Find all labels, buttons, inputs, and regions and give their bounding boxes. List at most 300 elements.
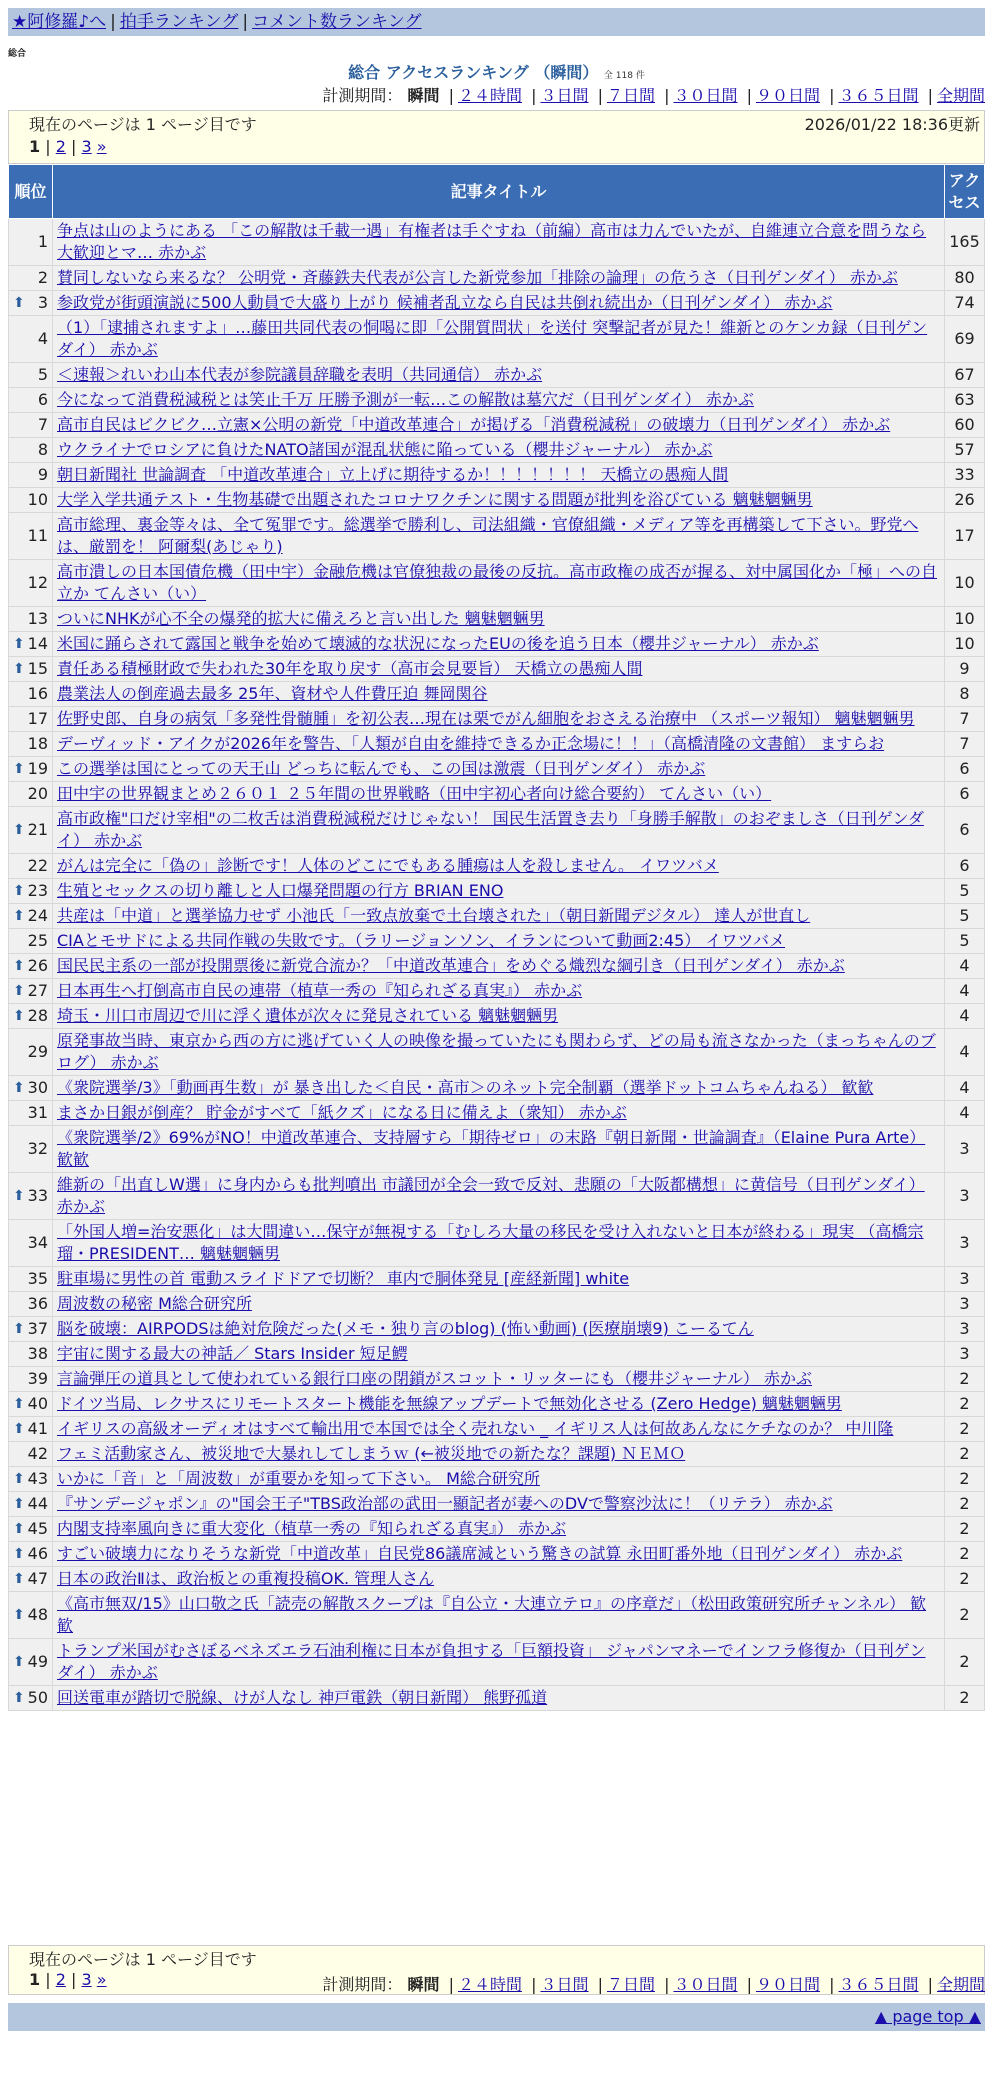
access-count: 10 (945, 607, 985, 632)
period-label: 計測期間： (322, 86, 403, 105)
access-count: 60 (945, 413, 985, 438)
access-count: 2 (945, 1542, 985, 1567)
title-cell (53, 632, 945, 657)
access-count: 2 (945, 1686, 985, 1711)
access-count: 7 (945, 707, 985, 732)
article-link[interactable]: 言論弾圧の道具として使われている銀行口座の閉鎖がスコット・リッターにも（櫻井ジャーナル） 赤かぶ (57, 1369, 813, 1388)
title-cell (53, 1686, 945, 1711)
title-cell (53, 1173, 945, 1220)
rank-cell (9, 954, 53, 979)
up-arrow-icon: ⬆ (13, 1496, 25, 1512)
table-row (9, 1029, 985, 1076)
rank-number: 29 (27, 1042, 48, 1061)
pagination: 1 | 2 | 3 » (29, 1970, 107, 1989)
access-count: 7 (945, 732, 985, 757)
title-cell (53, 363, 945, 388)
title-cell (53, 1367, 945, 1392)
table-row (9, 266, 985, 291)
access-count: 3 (945, 1317, 985, 1342)
table-row (9, 1173, 985, 1220)
rank-number: 7 (37, 415, 48, 434)
page-link-3[interactable]: 3 (81, 1970, 92, 1989)
access-count: 2 (945, 1467, 985, 1492)
article-link[interactable]: 農業法人の倒産過去最多 25年、資材や人件費圧迫 舞岡関谷 (57, 684, 488, 703)
rank-cell (9, 854, 53, 879)
access-count: 4 (945, 1076, 985, 1101)
top-nav-bar (8, 8, 985, 36)
article-link[interactable]: 米国に踊らされて露国と戦争を始めて壊滅的な状況になったEUの後を追う日本（櫻井ジャーナル） 赤かぶ (57, 634, 819, 653)
rank-number: 30 (27, 1078, 48, 1097)
rank-number: 34 (27, 1233, 48, 1252)
item-count: 全 118 件 (603, 71, 645, 81)
table-row (9, 954, 985, 979)
title-cell (53, 929, 945, 954)
rank-number: 5 (37, 365, 48, 384)
access-count: 3 (945, 1267, 985, 1292)
access-count: 3 (945, 1173, 985, 1220)
rank-number: 8 (37, 440, 48, 459)
article-link[interactable]: 今になって消費税減税とは笑止千万 圧勝予測が一転…この解散は墓穴だ（日刊ゲンダイ） 赤かぶ (57, 390, 754, 409)
title-cell (53, 879, 945, 904)
up-arrow-icon: ⬆ (13, 1080, 25, 1096)
rank-cell (9, 266, 53, 291)
access-header: アクセス (945, 165, 985, 219)
title-cell (53, 388, 945, 413)
title-cell (53, 266, 945, 291)
up-arrow-icon: ⬆ (13, 661, 25, 677)
rank-cell (9, 879, 53, 904)
article-link[interactable]: 高市自民はビクビク…立憲×公明の新党「中道改革連合」が掲げる「消費税減税」の破壊力（日刊ゲンダイ） 赤かぶ (57, 415, 891, 434)
next-page-link[interactable]: » (96, 1970, 107, 1989)
period-link-all[interactable]: 全期間 (936, 1975, 985, 1994)
access-count: 10 (945, 560, 985, 607)
rank-cell (9, 513, 53, 560)
rank-number: 25 (27, 931, 48, 950)
access-count: 2 (945, 1367, 985, 1392)
article-link[interactable]: この選挙は国にとっての天王山 どっちに転んでも、この国は激震（日刊ゲンダイ） 赤かぶ (57, 759, 706, 778)
period-link-24h[interactable]: ２４時間 (457, 1975, 522, 1994)
access-count: 80 (945, 266, 985, 291)
page-link-3[interactable]: 3 (81, 137, 92, 156)
title-cell (53, 1267, 945, 1292)
article-link[interactable]: 周波数の秘密 M総合研究所 (57, 1294, 252, 1313)
access-count: 4 (945, 1101, 985, 1126)
table-row (9, 219, 985, 266)
table-row (9, 316, 985, 363)
title-cell (53, 1342, 945, 1367)
access-count: 3 (945, 1220, 985, 1267)
title-cell (53, 732, 945, 757)
article-link[interactable]: 宇宙に関する最大の神話／ Stars Insider 短足鰐 (57, 1344, 408, 1363)
article-link[interactable]: 埼玉・川口市周辺で川に浮く遺体が次々に発見されている 魑魅魍魎男 (57, 1006, 559, 1025)
table-row (9, 1292, 985, 1317)
table-row (9, 854, 985, 879)
rank-number: 41 (27, 1419, 48, 1438)
access-count: 4 (945, 979, 985, 1004)
article-link[interactable]: 『サンデージャポン』の"国会王子"TBS政治部の武田一顯記者が妻へのDVで警察沙汰に！（リテラ） 赤かぶ (57, 1494, 833, 1513)
title-cell (53, 513, 945, 560)
period-link-30d[interactable]: ３０日間 (673, 86, 738, 105)
access-count: 5 (945, 904, 985, 929)
rank-number: 49 (27, 1652, 48, 1671)
access-count: 2 (945, 1517, 985, 1542)
access-count: 8 (945, 682, 985, 707)
rank-number: 4 (37, 329, 48, 348)
access-count: 2 (945, 1392, 985, 1417)
period-link-365d[interactable]: ３６５日間 (838, 1975, 919, 1994)
rank-number: 14 (27, 634, 48, 653)
rank-cell (9, 732, 53, 757)
rank-cell (9, 607, 53, 632)
title-cell (53, 954, 945, 979)
rank-number: 2 (37, 268, 48, 287)
up-arrow-icon: ⬆ (13, 1654, 25, 1670)
article-link[interactable]: デーヴィッド・アイクが2026年を警告、「人類が自由を維持できるか正念場に！！」（高橋清隆の文書館） ますらお (57, 734, 885, 753)
title-cell (53, 707, 945, 732)
pagination: 1 | 2 | 3 » (29, 137, 107, 156)
rank-cell (9, 1126, 53, 1173)
table-row (9, 1542, 985, 1567)
article-link[interactable]: すごい破壊力になりそうな新党「中道改革」自民党86議席減という驚きの試算 永田町番外地（日刊ゲンダイ） 赤かぶ (57, 1544, 903, 1563)
access-count: 5 (945, 879, 985, 904)
up-arrow-icon: ⬆ (13, 1396, 25, 1412)
access-count: 2 (945, 1639, 985, 1686)
nav-separator: | (242, 12, 249, 32)
ranking-table (8, 164, 985, 1711)
current-page-number: 1 (29, 137, 41, 156)
rank-number: 27 (27, 981, 48, 1000)
article-link[interactable]: ＜速報＞れいわ山本代表が参院議員辞職を表明（共同通信） 赤かぶ (57, 365, 543, 384)
period-link-24h[interactable]: ２４時間 (457, 86, 522, 105)
access-count: 17 (945, 513, 985, 560)
rank-cell (9, 1367, 53, 1392)
article-link[interactable]: 共産は「中道」と選挙協力せず 小池氏「一致点放棄で土台壊された」（朝日新聞デジタル） 達人が世直し (57, 906, 811, 925)
access-count: 4 (945, 954, 985, 979)
home-link[interactable]: ★阿修羅♪へ (12, 12, 107, 32)
rank-cell (9, 807, 53, 854)
rank-cell (9, 1101, 53, 1126)
rank-cell (9, 363, 53, 388)
rank-number: 6 (37, 390, 48, 409)
table-row (9, 707, 985, 732)
rank-cell (9, 413, 53, 438)
article-link[interactable]: 《高市無双/15》山口敬之氏「読売の解散スクープは『自公立・大連立テロ』の序章だ」（松田政策研究所チャンネル） 歓歓 (57, 1594, 927, 1635)
access-count: 2 (945, 1567, 985, 1592)
period-selector-top: 計測期間： 瞬間 | ２４時間 | ３日間 | ７日間 | ３０日間 | ９０日間 | ３６５日間 | 全期間 (322, 86, 985, 105)
title-cell (53, 560, 945, 607)
table-row (9, 607, 985, 632)
article-link[interactable]: 「外国人増=治安悪化」は大間違い…保守が無視する「むしろ大量の移民を受け入れないと日本が終わる」現実 （高橋宗瑠・PRESIDENT… 魑魅魍魎男 (57, 1222, 924, 1263)
up-arrow-icon: ⬆ (13, 908, 25, 924)
next-page-link[interactable]: » (96, 137, 107, 156)
up-arrow-icon: ⬆ (13, 822, 25, 838)
table-row (9, 438, 985, 463)
article-link[interactable]: 争点は山のようにある 「この解散は千載一遇」有権者は手ぐすね（前編）高市は力んでいたが、自維連立合意を問うなら大歓迎とマ… 赤かぶ (57, 221, 927, 262)
rank-number: 43 (27, 1469, 48, 1488)
period-label: 計測期間： (322, 1975, 403, 1994)
table-row (9, 463, 985, 488)
title-cell (53, 1004, 945, 1029)
updated-timestamp: 2026/01/22 18:36更新 (804, 115, 980, 134)
article-link[interactable]: 《衆院選挙/2》69%がNO！中道改革連合、支持層すら「期待ゼロ」の末路『朝日新聞・世論調査』（Elaine Pura Arte） 歓歓 (57, 1128, 926, 1169)
table-row (9, 1517, 985, 1542)
access-count: 9 (945, 657, 985, 682)
up-arrow-icon: ⬆ (13, 958, 25, 974)
rank-cell (9, 1442, 53, 1467)
access-count: 33 (945, 463, 985, 488)
access-count: 2 (945, 1492, 985, 1517)
article-link[interactable]: ついにNHKが心不全の爆発的拡大に備えろと言い出した 魑魅魍魎男 (57, 609, 545, 628)
article-link[interactable]: 駐車場に男性の首 電動スライドドアで切断？ 車内で胴体発見 [産経新聞] white (57, 1269, 630, 1288)
table-row (9, 732, 985, 757)
rank-cell (9, 1173, 53, 1220)
article-link[interactable]: 責任ある積極財政で失われた30年を取り戻す（高市会見要旨） 天橋立の愚痴人間 (57, 659, 643, 678)
table-row (9, 388, 985, 413)
rank-number: 15 (27, 659, 48, 678)
title-cell (53, 657, 945, 682)
up-arrow-icon: ⬆ (13, 1188, 25, 1204)
table-row (9, 1267, 985, 1292)
access-count: 6 (945, 757, 985, 782)
access-count: 67 (945, 363, 985, 388)
rank-cell (9, 1004, 53, 1029)
applause-ranking-link[interactable]: 拍手ランキング (119, 12, 239, 32)
pager-box-top (8, 110, 985, 164)
up-arrow-icon: ⬆ (13, 1471, 25, 1487)
table-header-row (9, 165, 985, 219)
current-page-text: 現在のページは 1 ページ目です (29, 115, 257, 134)
rank-cell (9, 1542, 53, 1567)
rank-number: 3 (37, 293, 48, 312)
article-link[interactable]: まさか日銀が倒産？ 貯金がすべて「紙クズ」になる日に備えよ（衆知） 赤かぶ (57, 1103, 627, 1122)
table-row (9, 1417, 985, 1442)
rank-number: 35 (27, 1269, 48, 1288)
table-row (9, 413, 985, 438)
title-cell (53, 757, 945, 782)
article-link[interactable]: 高市総理、裏金等々は、全て冤罪です。総選挙で勝利し、司法組織・官僚組織・メディア等を再構築して下さい。野党へは、厳罰を！ 阿爾梨(あじゃり) (57, 515, 919, 556)
rank-number: 10 (27, 490, 48, 509)
rank-cell (9, 707, 53, 732)
article-link[interactable]: （1）「逮捕されますよ」…藤田共同代表の恫喝に即「公開質問状」を送付 突撃記者が見た！維新とのケンカ録（日刊ゲンダイ） 赤かぶ (57, 318, 928, 359)
period-link-all[interactable]: 全期間 (936, 86, 985, 105)
article-link[interactable]: 日本再生へ打倒高市自民の連帯（植草一秀の『知られざる真実』） 赤かぶ (57, 981, 583, 1000)
article-link[interactable]: 回送電車が踏切で脱線、けが人なし 神戸電鉄（朝日新聞） 熊野孤道 (57, 1688, 548, 1707)
table-row (9, 1004, 985, 1029)
rank-cell (9, 388, 53, 413)
article-link[interactable]: 《衆院選挙/3》「動画再生数」が 暴き出した＜自民・高市＞のネット完全制覇（選挙ドットコムちゃんねる） 歓歓 (57, 1078, 874, 1097)
article-link[interactable]: ウクライナでロシアに負けたNATO諸国が混乱状態に陥っている（櫻井ジャーナル） 赤かぶ (57, 440, 713, 459)
access-count: 3 (945, 1342, 985, 1367)
table-row (9, 1686, 985, 1711)
rank-cell (9, 1567, 53, 1592)
title-cell (53, 219, 945, 266)
rank-number: 1 (37, 232, 48, 251)
rank-number: 9 (37, 465, 48, 484)
period-link-90d[interactable]: ９０日間 (755, 1975, 820, 1994)
access-count: 5 (945, 929, 985, 954)
table-row (9, 1442, 985, 1467)
table-row (9, 657, 985, 682)
period-link-7d[interactable]: ７日間 (606, 1975, 655, 1994)
article-link[interactable]: CIAとモサドによる共同作戦の失敗です。（ラリージョンソン、イランについて動画2:45） イワツバメ (57, 931, 786, 950)
rank-number: 26 (27, 956, 48, 975)
title-cell (53, 1517, 945, 1542)
rank-cell (9, 682, 53, 707)
table-row (9, 291, 985, 316)
rank-cell (9, 1220, 53, 1267)
article-link[interactable]: 参政党が街頭演説に500人動員で大盛り上がり 候補者乱立なら自民は共倒れ続出か（日刊ゲンダイ） 赤かぶ (57, 293, 833, 312)
table-row (9, 782, 985, 807)
rank-number: 36 (27, 1294, 48, 1313)
rank-number: 40 (27, 1394, 48, 1413)
access-count: 4 (945, 1004, 985, 1029)
title-cell (53, 1126, 945, 1173)
period-current: 瞬間 (407, 1975, 440, 1994)
title-cell (53, 1567, 945, 1592)
rank-number: 19 (27, 759, 48, 778)
title-cell (53, 1639, 945, 1686)
table-row (9, 1076, 985, 1101)
article-link[interactable]: 生殖とセックスの切り離しと人口爆発問題の行方 BRIAN ENO (57, 881, 504, 900)
title-cell (53, 463, 945, 488)
access-count: 165 (945, 219, 985, 266)
access-count: 4 (945, 1029, 985, 1076)
rank-number: 42 (27, 1444, 48, 1463)
rank-cell (9, 979, 53, 1004)
article-link[interactable]: 脳を破壊：AIRPODSは絶対危険だった(メモ・独り言のblog) (怖い動画) (医療崩壊9) こーるてん (57, 1319, 754, 1338)
article-link[interactable]: 田中宇の世界観まとめ２６０１ ２５年間の世界戦略（田中宇初心者向け総合要約） てんさい（い） (57, 784, 772, 803)
rank-number: 18 (27, 734, 48, 753)
rank-number: 33 (27, 1186, 48, 1205)
period-link-3d[interactable]: ３日間 (540, 86, 589, 105)
rank-number: 22 (27, 856, 48, 875)
title-cell (53, 291, 945, 316)
comment-ranking-link[interactable]: コメント数ランキング (252, 12, 422, 32)
rank-number: 23 (27, 881, 48, 900)
up-arrow-icon: ⬆ (13, 295, 25, 311)
period-link-7d[interactable]: ７日間 (606, 86, 655, 105)
rank-number: 32 (27, 1139, 48, 1158)
access-count: 69 (945, 316, 985, 363)
title-cell (53, 854, 945, 879)
article-link[interactable]: 日本の政治Ⅱは、政治板との重複投稿OK. 管理人さん (57, 1569, 435, 1588)
title-cell (53, 1029, 945, 1076)
access-count: 2 (945, 1592, 985, 1639)
title-cell (53, 807, 945, 854)
page-link-2[interactable]: 2 (55, 1970, 66, 1989)
period-selector-bottom: 計測期間： 瞬間 | ２４時間 | ３日間 | ７日間 | ３０日間 | ９０日間 | ３６５日間 | 全期間 (322, 1975, 985, 1994)
rank-cell (9, 1342, 53, 1367)
period-link-90d[interactable]: ９０日間 (755, 86, 820, 105)
rank-cell (9, 316, 53, 363)
article-link[interactable]: イギリスの高級オーディオはすべて輸出用で本国では全く売れない _ イギリス人は何故あんなにケチなのか？ 中川隆 (57, 1419, 894, 1438)
rank-number: 46 (27, 1544, 48, 1563)
rank-number: 28 (27, 1006, 48, 1025)
access-count: 74 (945, 291, 985, 316)
table-row (9, 1492, 985, 1517)
rank-cell (9, 904, 53, 929)
article-link[interactable]: がんは完全に「偽の」診断です！人体のどこにでもある腫瘍は人を殺しません。 イワツバメ (57, 856, 719, 875)
table-row (9, 1220, 985, 1267)
article-link[interactable]: 佐野史郎、自身の病気「多発性骨髄腫」を初公表…現在は栗でがん細胞をおさえる治療中 （スポーツ報知） 魑魅魍魎男 (57, 709, 915, 728)
table-row (9, 1639, 985, 1686)
rank-number: 45 (27, 1519, 48, 1538)
rank-cell (9, 1076, 53, 1101)
title-cell (53, 607, 945, 632)
access-count: 63 (945, 388, 985, 413)
up-arrow-icon: ⬆ (13, 1008, 25, 1024)
rank-cell (9, 632, 53, 657)
article-link[interactable]: 朝日新聞社 世論調査 「中道改革連合」立上げに期待するか！！！！！！！ 天橋立の愚痴人間 (57, 465, 729, 484)
table-row (9, 807, 985, 854)
table-row (9, 513, 985, 560)
table-row (9, 1392, 985, 1417)
title-cell (53, 1292, 945, 1317)
rank-number: 50 (27, 1688, 48, 1707)
article-link[interactable]: 内閣支持率風向きに重大変化（植草一秀の『知られざる真実』） 赤かぶ (57, 1519, 567, 1538)
article-link[interactable]: 維新の「出直しW選」に身内からも批判噴出 市議団が全会一致で反対、悲願の「大阪都構想」に黄信号（日刊ゲンダイ） 赤かぶ (57, 1175, 925, 1216)
article-link[interactable]: いかに「音」と「周波数」が重要かを知って下さい。 M総合研究所 (57, 1469, 540, 1488)
title-cell (53, 1417, 945, 1442)
title-cell (53, 488, 945, 513)
rank-number: 13 (27, 609, 48, 628)
table-row (9, 682, 985, 707)
rank-cell (9, 1417, 53, 1442)
article-link[interactable]: ドイツ当局、レクサスにリモートスタート機能を無線アップデートで無効化させる (Zero Hedge) 魑魅魍魎男 (57, 1394, 842, 1413)
article-link[interactable]: 原発事故当時、東京から西の方に逃げていく人の映像を撮っていたにも関わらず、どの局も流さなかった（まっちゃんのブログ） 赤かぶ (57, 1031, 936, 1072)
table-row (9, 979, 985, 1004)
rank-cell (9, 1517, 53, 1542)
up-arrow-icon: ⬆ (13, 1690, 25, 1706)
title-cell (53, 1101, 945, 1126)
rank-cell (9, 1639, 53, 1686)
rank-number: 21 (27, 820, 48, 839)
nav-separator: | (110, 12, 116, 32)
footer-bar (8, 2003, 985, 2031)
title-cell (53, 413, 945, 438)
article-link[interactable]: 高市政権"口だけ宰相"の二枚舌は消費税減税だけじゃない！ 国民生活置き去り「身勝手解散」のおぞましさ（日刊ゲンダイ） 赤かぶ (57, 809, 924, 850)
article-link[interactable]: トランプ米国がむさぼるベネズエラ石油利権に日本が負担する「巨額投資」 ジャパンマネーでインフラ修復か（日刊ゲンダイ） 赤かぶ (57, 1641, 926, 1682)
title-cell (53, 438, 945, 463)
table-row (9, 1367, 985, 1392)
period-link-365d[interactable]: ３６５日間 (838, 86, 919, 105)
article-link[interactable]: 賛同しないなら来るな？ 公明党・斉藤鉄夫代表が公言した新党参加「排除の論理」の危うさ（日刊ゲンダイ） 赤かぶ (57, 268, 898, 287)
rank-number: 31 (27, 1103, 48, 1122)
rank-cell (9, 488, 53, 513)
article-link[interactable]: 高市潰しの日本国債危機（田中宇）金融危機は官僚独裁の最後の反抗。高市政権の成否が握る、対中属国化か「極」への自立か てんさい（い） (57, 562, 938, 603)
rank-number: 16 (27, 684, 48, 703)
table-row (9, 363, 985, 388)
up-arrow-icon: ⬆ (13, 983, 25, 999)
title-cell (53, 316, 945, 363)
period-link-30d[interactable]: ３０日間 (673, 1975, 738, 1994)
access-count: 6 (945, 807, 985, 854)
rank-cell (9, 1592, 53, 1639)
period-link-3d[interactable]: ３日間 (540, 1975, 589, 1994)
table-row (9, 1101, 985, 1126)
article-link[interactable]: 大学入学共通テスト・生物基礎で出題されたコロナワクチンに関する問題が批判を浴びている 魑魅魍魎男 (57, 490, 813, 509)
up-arrow-icon: ⬆ (13, 1421, 25, 1437)
article-link[interactable]: フェミ活動家さん、被災地で大暴れしてしまうｗ (←被災地での新たな？課題) ＮＥＭＯ (57, 1444, 686, 1463)
page-top-link[interactable]: ▲ page top ▲ (874, 2007, 981, 2026)
page-link-2[interactable]: 2 (55, 137, 66, 156)
rank-cell (9, 1686, 53, 1711)
title-cell (53, 1317, 945, 1342)
article-link[interactable]: 国民民主系の一部が投開票後に新党合流か？「中道改革連合」をめぐる熾烈な綱引き（日刊ゲンダイ） 赤かぶ (57, 956, 845, 975)
rank-cell (9, 463, 53, 488)
rank-number: 47 (27, 1569, 48, 1588)
page-title (0, 63, 993, 86)
